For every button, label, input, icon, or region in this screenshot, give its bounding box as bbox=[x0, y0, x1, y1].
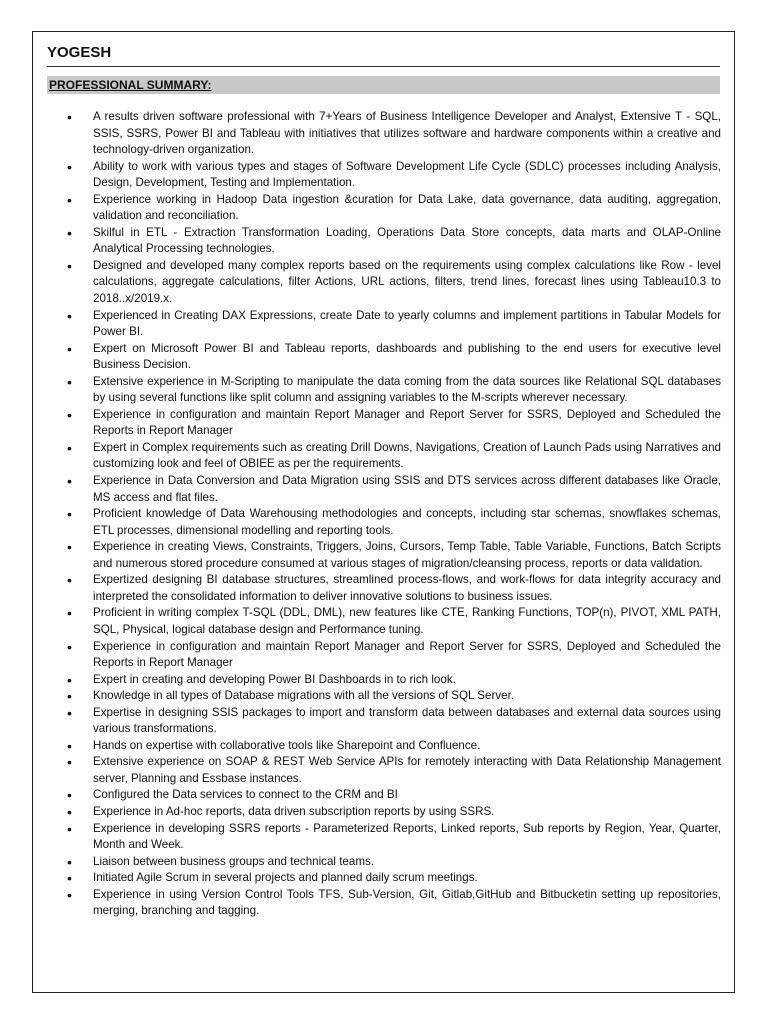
section-title: PROFESSIONAL SUMMARY: bbox=[49, 78, 212, 92]
list-item: • Experience in configuration and maintain Report Manager and Report Server for SSRS, Deployed and Scheduled the Reports in Report Manager bbox=[93, 639, 721, 672]
list-item: • Expertise in designing SSIS packages to import and transform data between databases and external data sources using various transformations. bbox=[93, 705, 721, 738]
list-item: • Expertized designing BI database structures, streamlined process-flows, and work-flows for data integrity accuracy and interpreted the consolidated information to deliver innovative solutions to business issues. bbox=[93, 572, 721, 605]
list-item: • Expert in creating and developing Power BI Dashboards in to rich look. bbox=[93, 672, 721, 689]
list-item: • A results driven software professional with 7+Years of Business Intelligence Developer and Analyst, Extensive T - SQL, SSIS, SSRS, Power BI and Tableau with initiatives that utilizes software and hardware components within a creative and technology-driven organization. bbox=[93, 109, 721, 159]
list-item: • Designed and developed many complex reports based on the requirements using complex calculations like Row - level calculations, aggregate calculations, filter Actions, URL actions, filters, trend lines, forecast lines using Tableau10.3 to 2018..x/2019.x. bbox=[93, 258, 721, 308]
list-item: • Expert on Microsoft Power BI and Tableau reports, dashboards and publishing to the end users for executive level Business Decision. bbox=[93, 341, 721, 374]
list-item: • Configured the Data services to connect to the CRM and BI bbox=[93, 787, 721, 804]
section-header-bar bbox=[47, 76, 720, 94]
list-item: • Experience in configuration and maintain Report Manager and Report Server for SSRS, Deployed and Scheduled the Reports in Report Manager bbox=[93, 407, 721, 440]
list-item: • Experience working in Hadoop Data ingestion &curation for Data Lake, data governance, data auditing, aggregation, validation and reconciliation. bbox=[93, 192, 721, 225]
list-item: • Expert in Complex requirements such as creating Drill Downs, Navigations, Creation of Launch Pads using Narratives and customizing look and feel of OBIEE as per the requirements. bbox=[93, 440, 721, 473]
list-item: • Proficient in writing complex T-SQL (DDL, DML), new features like CTE, Ranking Functions, TOP(n), PIVOT, XML PATH, SQL, Physical, logical database design and Performance tuning. bbox=[93, 605, 721, 638]
list-item: • Hands on expertise with collaborative tools like Sharepoint and Confluence. bbox=[93, 738, 721, 755]
list-item: • Extensive experience in M-Scripting to manipulate the data coming from the data sources like Relational SQL databases by using several functions like split column and assigning variables to the M-scripts wherever necessary. bbox=[93, 374, 721, 407]
list-item: • Liaison between business groups and technical teams. bbox=[93, 854, 721, 871]
list-item: • Experience in Ad-hoc reports, data driven subscription reports by using SSRS. bbox=[93, 804, 721, 821]
list-item: • Proficient knowledge of Data Warehousing methodologies and concepts, including star schemas, snowflakes schemas, ETL processes, dimensional modelling and reporting tools. bbox=[93, 506, 721, 539]
list-item: • Extensive experience on SOAP & REST Web Service APIs for remotely interacting with Data Relationship Management server, Planning and Essbase instances. bbox=[93, 754, 721, 787]
list-item: • Experience in developing SSRS reports - Parameterized Reports, Linked reports, Sub reports by Region, Year, Quarter, Month and Week. bbox=[93, 821, 721, 854]
list-item: • Initiated Agile Scrum in several projects and planned daily scrum meetings. bbox=[93, 870, 721, 887]
list-item: • Experience in creating Views, Constraints, Triggers, Joins, Cursors, Temp Table, Table Variable, Functions, Batch Scripts and numerous stored procedure consumed at various stages of migration/cleansing process, reports or data validation. bbox=[93, 539, 721, 572]
list-item: • Experience in Data Conversion and Data Migration using SSIS and DTS services across different databases like Oracle, MS access and flat files. bbox=[93, 473, 721, 506]
list-item: • Knowledge in all types of Database migrations with all the versions of SQL Server. bbox=[93, 688, 721, 705]
list-item: • Skilful in ETL - Extraction Transformation Loading, Operations Data Store concepts, data marts and OLAP-Online Analytical Processing technologies. bbox=[93, 225, 721, 258]
list-item: • Experienced in Creating DAX Expressions, create Date to yearly columns and implement partitions in Tabular Models for Power BI. bbox=[93, 308, 721, 341]
candidate-name: YOGESH bbox=[47, 44, 112, 61]
summary-list bbox=[93, 109, 721, 920]
list-item: • Experience in using Version Control Tools TFS, Sub-Version, Git, Gitlab,GitHub and Bitbucketin setting up repositories, merging, branching and tagging. bbox=[93, 887, 721, 920]
resume-page bbox=[32, 31, 735, 993]
list-item: • Ability to work with various types and stages of Software Development Life Cycle (SDLC) processes including Analysis, Design, Development, Testing and Implementation. bbox=[93, 159, 721, 192]
name-divider bbox=[47, 66, 720, 67]
